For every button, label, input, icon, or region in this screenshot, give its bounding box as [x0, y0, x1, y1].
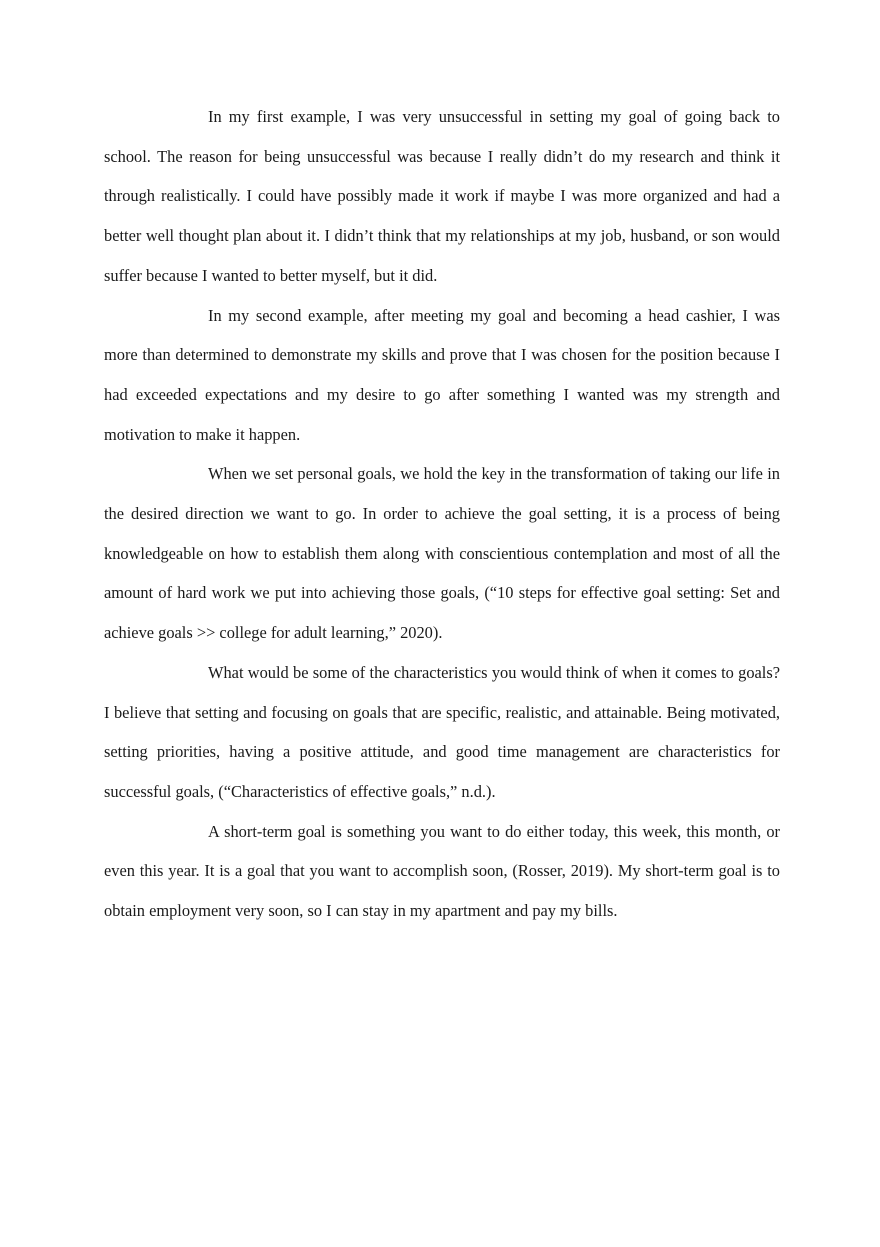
paragraph-first-example: In my first example, I was very unsuccessful in setting my goal of going back to school. The reason for being unsuccessful was because I really didn’t do my research and think it through realistically. I could have possibly made it work if maybe I was more organized and had a better well thought plan about it. I didn’t think that my relationships at my job, husband, or son would suffer because I wanted to better myself, but it did. [104, 107, 780, 285]
document-body [104, 97, 780, 931]
paragraph-personal-goals: When we set personal goals, we hold the key in the transformation of taking our life in the desired direction we want to go. In order to achieve the goal setting, it is a process of being knowledgeable on how to establish them along with conscientious contemplation and most of all the amount of hard work we put into achieving those goals, (“10 steps for effective goal setting: Set and achieve goals >> college for adult learning,” 2020). [104, 464, 780, 643]
paragraph-second-example: In my second example, after meeting my goal and becoming a head cashier, I was more than determined to demonstrate my skills and prove that I was chosen for the position because I had exceeded expectations and my desire to go after something I wanted was my strength and motivation to make it happen. [104, 305, 780, 444]
paragraph-short-term-goal: A short-term goal is something you want to do either today, this week, this month, or even this year. It is a goal that you want to accomplish soon, (Rosser, 2019). My short-term goal is to obtain employment very soon, so I can stay in my apartment and pay my bills. [104, 821, 780, 921]
paragraph-characteristics: What would be some of the characteristics you would think of when it comes to goals? I believe that setting and focusing on goals that are specific, realistic, and attainable. Being motivated, setting priorities, having a positive attitude, and good time management are characteristics for successful goals, (“Characteristics of effective goals,” n.d.). [104, 662, 780, 801]
